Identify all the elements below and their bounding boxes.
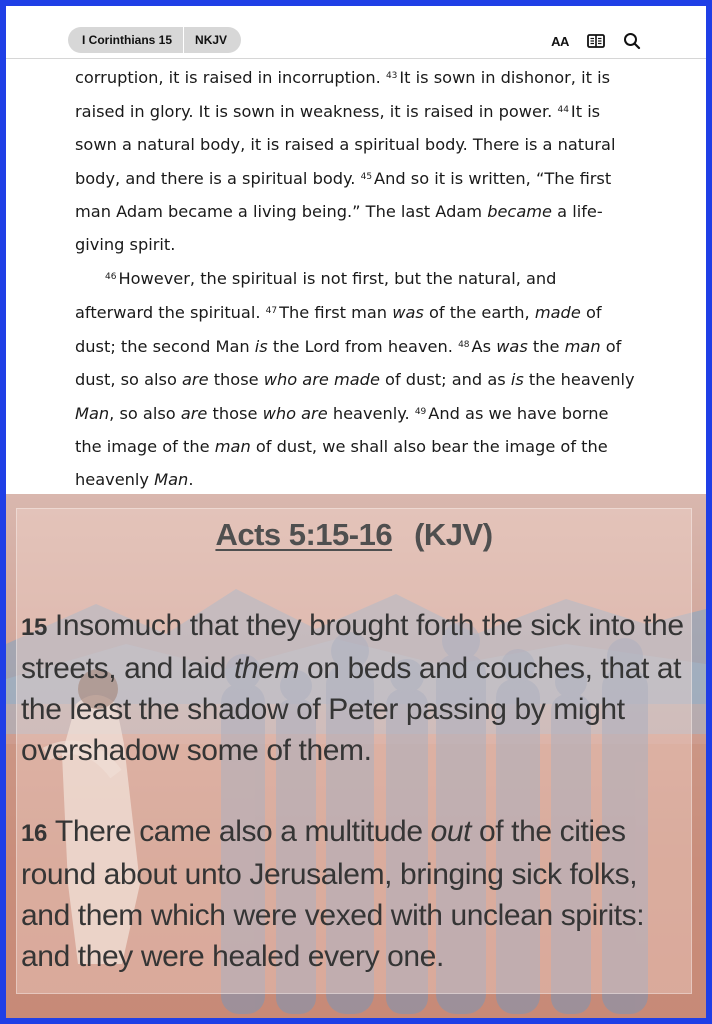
verse-number-45[interactable]: 45	[360, 172, 373, 182]
card-reference: Acts 5:15-16	[215, 517, 393, 552]
card-verse-16: 16 There came also a multitude out of the cities round about unto Jerusalem, bringing sick folks, and them which were vexed with unclean spirits: and they were healed every one.	[21, 815, 645, 973]
card-verse-number-16: 16	[21, 820, 47, 847]
book-chapter-button[interactable]: I Corinthians 15	[68, 27, 184, 53]
app-window	[6, 6, 706, 1018]
text-size-icon[interactable]	[550, 31, 570, 51]
verse-number-43[interactable]: 43	[385, 71, 398, 81]
verse-number-46[interactable]: 46	[105, 272, 117, 282]
card-version: (KJV)	[414, 517, 493, 552]
paragraph-1: corruption, it is raised in incorruption. $^{43}$ It is sown in dishonor, it is raised in glory. It is sown in weakness, it is raised in power. $^{44}$ It is sown a natural body, it is raised a spiritual body. There is a natural body, and there is a spiritual body. $^{45}$ And so it is written, “The first man Adam became a living being.” The last Adam became a life-giving spirit.	[75, 68, 616, 254]
paragraph-2: $^{46}$ However, the spiritual is not first, but the natural, and afterward the spiritual. $^{47}$ The first man was of the earth, made of dust; the second Man is the Lord from heaven. $^{48}$ As was the man of dust, so also are those who are made of dust; and as is the heavenly Man, so also are those who are heavenly. $^{49}$ And as we have borne the image of the man of dust, we shall also bear the image of the heavenly Man.	[75, 269, 635, 489]
scripture-reader	[75, 60, 635, 496]
toolbar-actions	[550, 31, 642, 51]
scripture-card	[16, 508, 692, 994]
verse-number-48[interactable]: 48	[458, 340, 470, 350]
book-icon[interactable]	[586, 31, 606, 51]
card-verse-15: 15 Insomuch that they brought forth the sick into the streets, and laid them on beds and couches, that at the least the shadow of Peter passing by might overshadow some of them.	[21, 609, 684, 767]
top-toolbar	[6, 6, 706, 59]
card-verse-number-15: 15	[21, 614, 47, 641]
version-button[interactable]: NKJV	[195, 33, 228, 47]
verse-number-49[interactable]: 49	[414, 407, 427, 417]
passage-selector[interactable]	[68, 27, 241, 53]
search-icon[interactable]	[622, 31, 642, 51]
card-title	[17, 517, 691, 553]
acts-image-panel	[6, 494, 706, 1018]
text-size-label: AA	[551, 33, 569, 49]
verse-number-47[interactable]: 47	[265, 306, 278, 316]
verse-number-44[interactable]: 44	[557, 105, 569, 115]
